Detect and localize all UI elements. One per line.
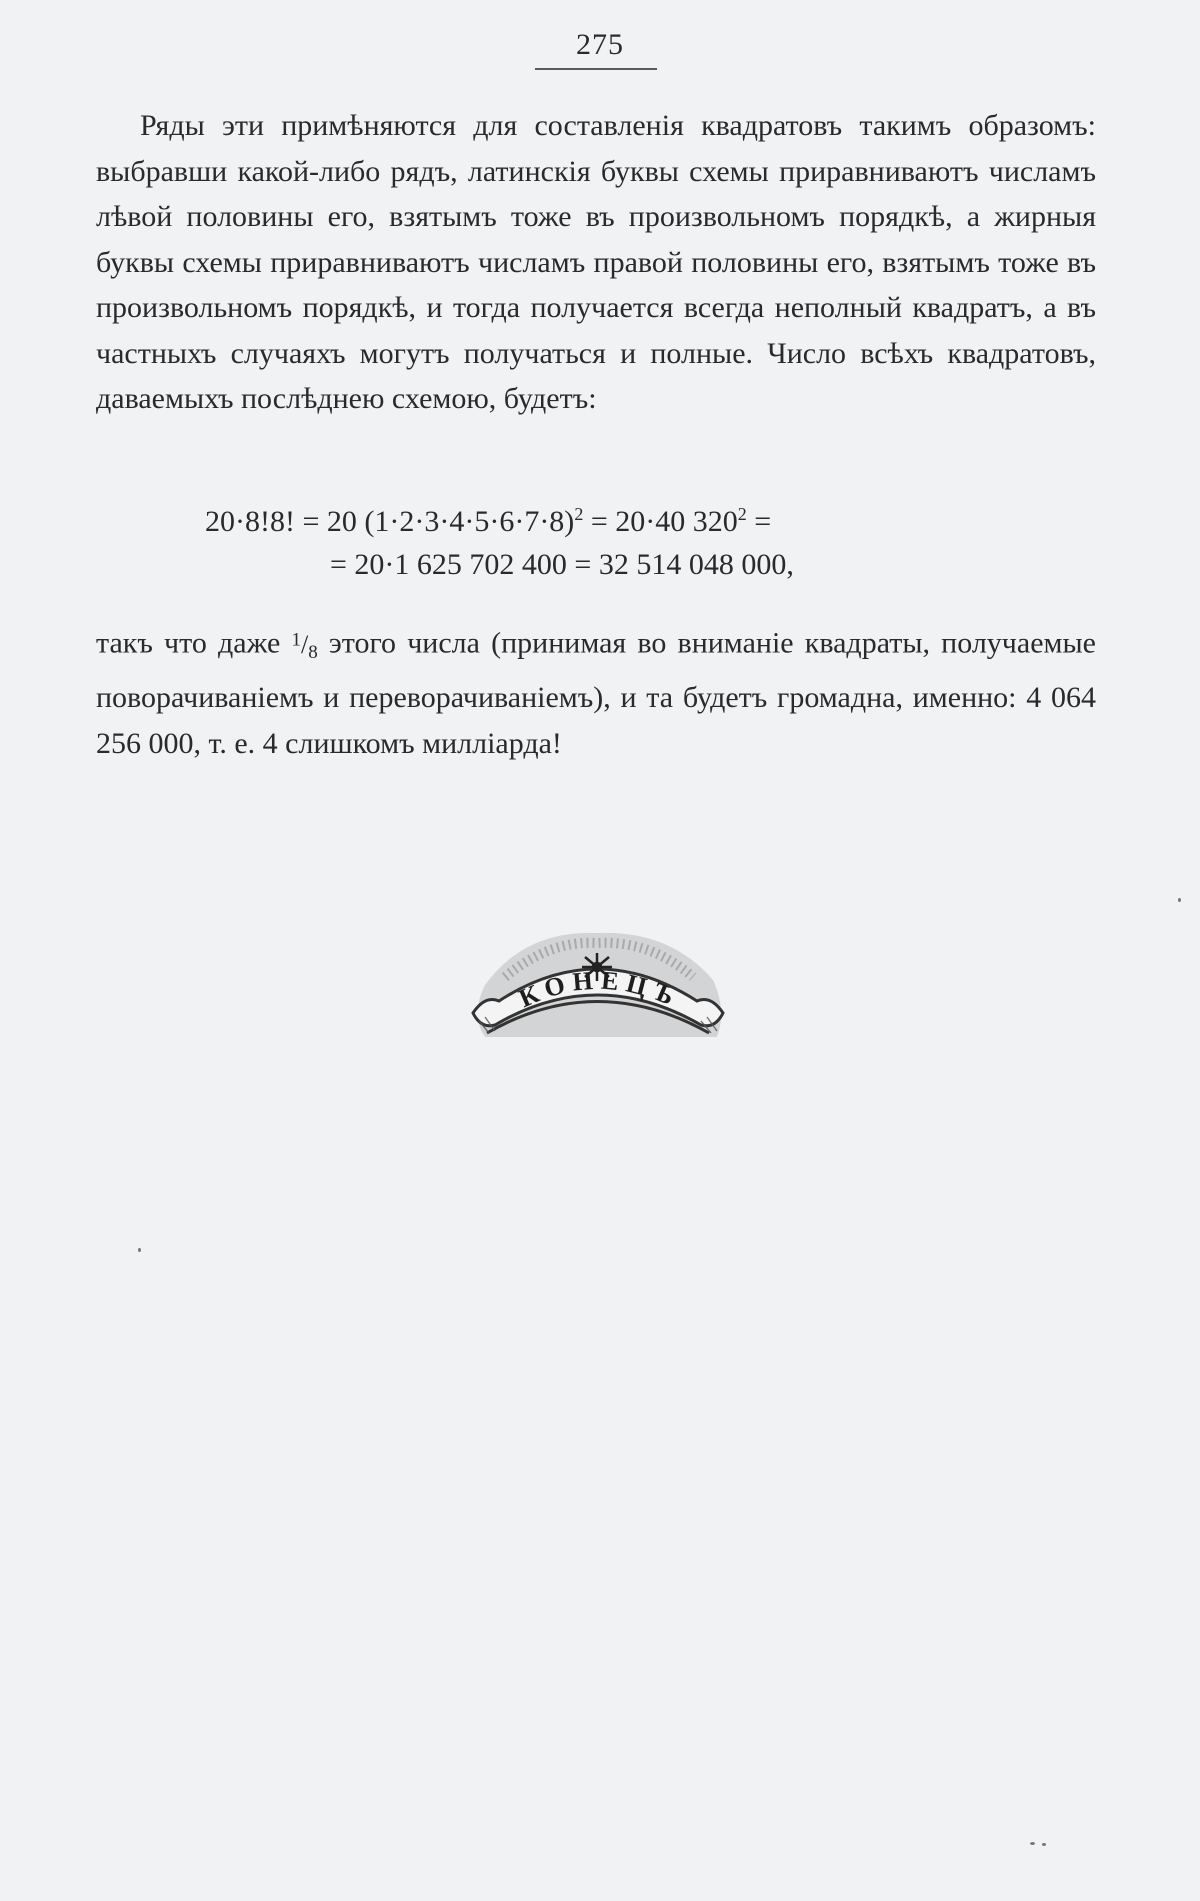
formula-line-1-part-2: = 20·40 320 xyxy=(583,505,738,538)
fraction-denominator: 8 xyxy=(308,641,318,663)
formula-line-1-exponent-2: 2 xyxy=(737,504,747,524)
fraction-slash: / xyxy=(300,629,309,659)
paragraph-conclusion-rest: этого числа (принимая во вниманіе квадраты, получаемые поворачиваніемъ и переворачиваніемъ), и та будетъ громадна, именно: 4 064 256 000, т. е. 4 слишкомъ милліарда! xyxy=(96,626,1096,760)
scan-speck xyxy=(1030,1842,1035,1845)
paragraph-intro: Ряды эти примѣняются для составленія квадратовъ такимъ образомъ: выбравши какой-либо рядъ, латинскія буквы схемы приравниваютъ числамъ лѣвой половины его, взятымъ тоже въ произвольномъ порядкѣ, а жирныя буквы схемы приравниваютъ числамъ правой половины его, взятымъ тоже въ произвольномъ порядкѣ, и тогда получается всегда неполный квадратъ, а въ частныхъ случаяхъ могутъ получаться и полные. Число всѣхъ квадратовъ, даваемыхъ послѣднею схемою, будетъ: xyxy=(96,109,1096,415)
formula-line-2: = 20·1 625 702 400 = 32 514 048 000, xyxy=(330,548,794,581)
paragraph-conclusion xyxy=(96,617,1096,766)
formula-line-1 xyxy=(205,494,771,542)
formula-line-1-part-1: 20·8!8! = 20 (1·2·3·4·5·6·7·8) xyxy=(205,505,575,538)
formula-line-1-part-3: = xyxy=(746,505,772,538)
page-number-rule xyxy=(535,68,657,70)
paragraph-conclusion-lead: такъ что даже xyxy=(96,626,292,660)
fraction-numerator: 1 xyxy=(291,629,301,650)
fraction-one-eighth xyxy=(291,629,318,663)
formula-line-1-exponent-1: 2 xyxy=(574,504,584,524)
scan-speck xyxy=(1042,1843,1046,1846)
scan-speck xyxy=(1178,898,1181,902)
end-banner-text: КОНЕЦЪ xyxy=(514,965,685,1014)
end-banner-ornament-icon xyxy=(465,925,730,1050)
page-number: 275 xyxy=(576,28,624,61)
scan-speck xyxy=(138,1248,141,1252)
